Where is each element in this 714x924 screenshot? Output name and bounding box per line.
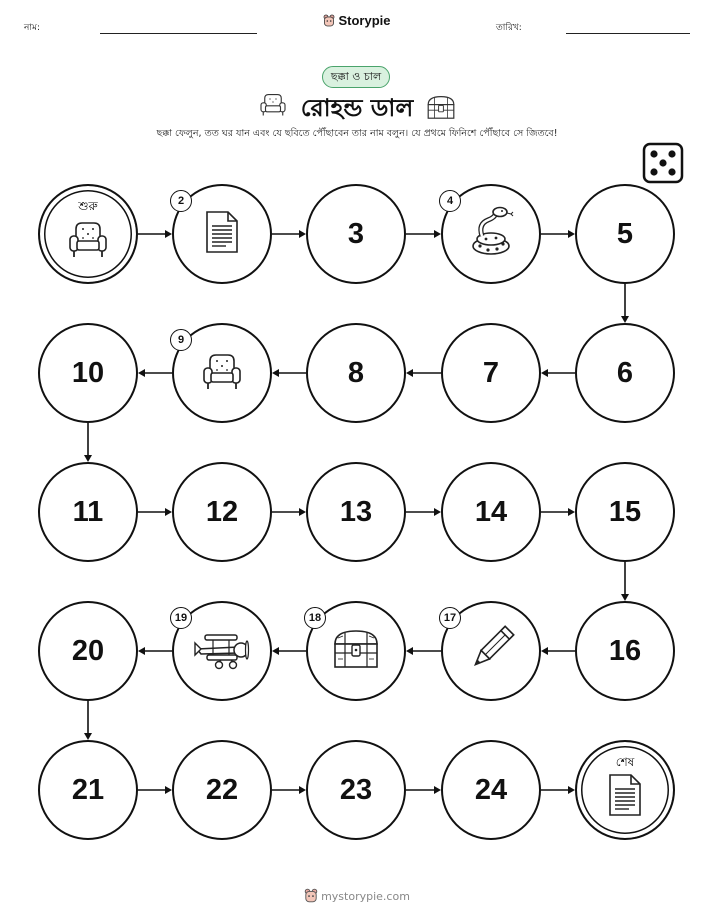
cell-number: 16 [608,634,642,667]
board-cell [38,740,138,840]
board-cell [38,323,138,423]
path-arrow [84,701,92,740]
board-cell [172,740,272,840]
board-cell [306,184,406,284]
board-cell [172,462,272,562]
path-arrow [84,423,92,462]
path-arrow [406,647,441,655]
board-cell [441,601,541,701]
date-label: তারিখ: [496,23,522,33]
cell-number-badge: 9 [170,329,192,351]
cell-number-badge: 19 [170,607,192,629]
path-arrow [541,230,575,238]
category-badge: ছক্কা ও চাল [322,66,390,88]
path-arrow [406,230,441,238]
path-arrow [272,369,306,377]
start-cell [38,184,138,284]
board-cell [172,184,272,284]
footer [0,888,714,903]
board-cell [441,323,541,423]
pencil-icon [467,625,515,677]
path-arrow [621,562,629,601]
path-arrow [406,508,441,516]
path-arrow [138,508,172,516]
finish-label: শেষ [615,755,635,769]
path-arrow [138,786,172,794]
cell-number: 8 [347,356,365,389]
cell-number: 20 [71,634,105,667]
cell-number-badge: 17 [439,607,461,629]
path-arrow [272,647,306,655]
board-cell [575,323,675,423]
armchair-icon [199,349,245,397]
treasure-chest-icon [330,626,382,676]
cell-number: 22 [205,773,239,806]
path-arrow [272,786,306,794]
cell-number: 3 [347,217,365,250]
document-icon [202,209,242,259]
name-label: নাম: [24,23,41,33]
cell-number: 12 [205,495,239,528]
board-cell [38,462,138,562]
path-arrow [406,786,441,794]
cell-number: 7 [482,356,500,389]
path-arrow [272,230,306,238]
path-arrow [272,508,306,516]
path-arrow [541,647,575,655]
board-cell [306,462,406,562]
cell-number: 6 [616,356,634,389]
instructions: ছক্কা ফেলুন, তত ঘর যান এবং যে ছবিতে পৌঁছাবেন তার নাম বলুন। যে প্রথমে ফিনিশে পৌঁছাবে সে জিতবে! [156,128,558,139]
document-icon [605,772,645,822]
biplane-icon [191,627,253,675]
path-arrow [406,369,441,377]
board-cell [38,601,138,701]
cell-number: 24 [474,773,508,806]
cell-number: 23 [339,773,373,806]
path-arrow [541,508,575,516]
path-arrow [621,284,629,323]
start-label: শুরু [78,199,98,213]
cell-number: 21 [71,773,105,806]
cell-number: 11 [72,495,104,528]
cell-number: 10 [71,356,105,389]
finish-cell [575,740,675,840]
path-arrow [138,647,172,655]
storypie-logo-icon [304,888,318,903]
board-cell [441,184,541,284]
board-cell [441,462,541,562]
path-arrow [541,786,575,794]
cell-number: 15 [608,495,642,528]
board-cell [441,740,541,840]
snake-icon [466,206,516,262]
cell-number: 13 [339,495,373,528]
path-arrow [541,369,575,377]
path-arrow [138,230,172,238]
armchair-icon [65,217,111,265]
cell-number-badge: 4 [439,190,461,212]
page-title: রোহন্ড ডাল [300,94,414,122]
board-cell [575,184,675,284]
path-arrow [138,369,172,377]
board-cell [306,323,406,423]
board-cell [306,601,406,701]
cell-number: 5 [616,217,634,250]
board-cell [575,462,675,562]
cell-number: 14 [474,495,508,528]
board-cell [575,601,675,701]
footer-url: mystorypie.com [321,890,410,903]
board-cell [306,740,406,840]
board-cell [172,323,272,423]
brand-name: Storypie [338,13,391,28]
board-cell [172,601,272,701]
cell-number-badge: 18 [304,607,326,629]
cell-number-badge: 2 [170,190,192,212]
